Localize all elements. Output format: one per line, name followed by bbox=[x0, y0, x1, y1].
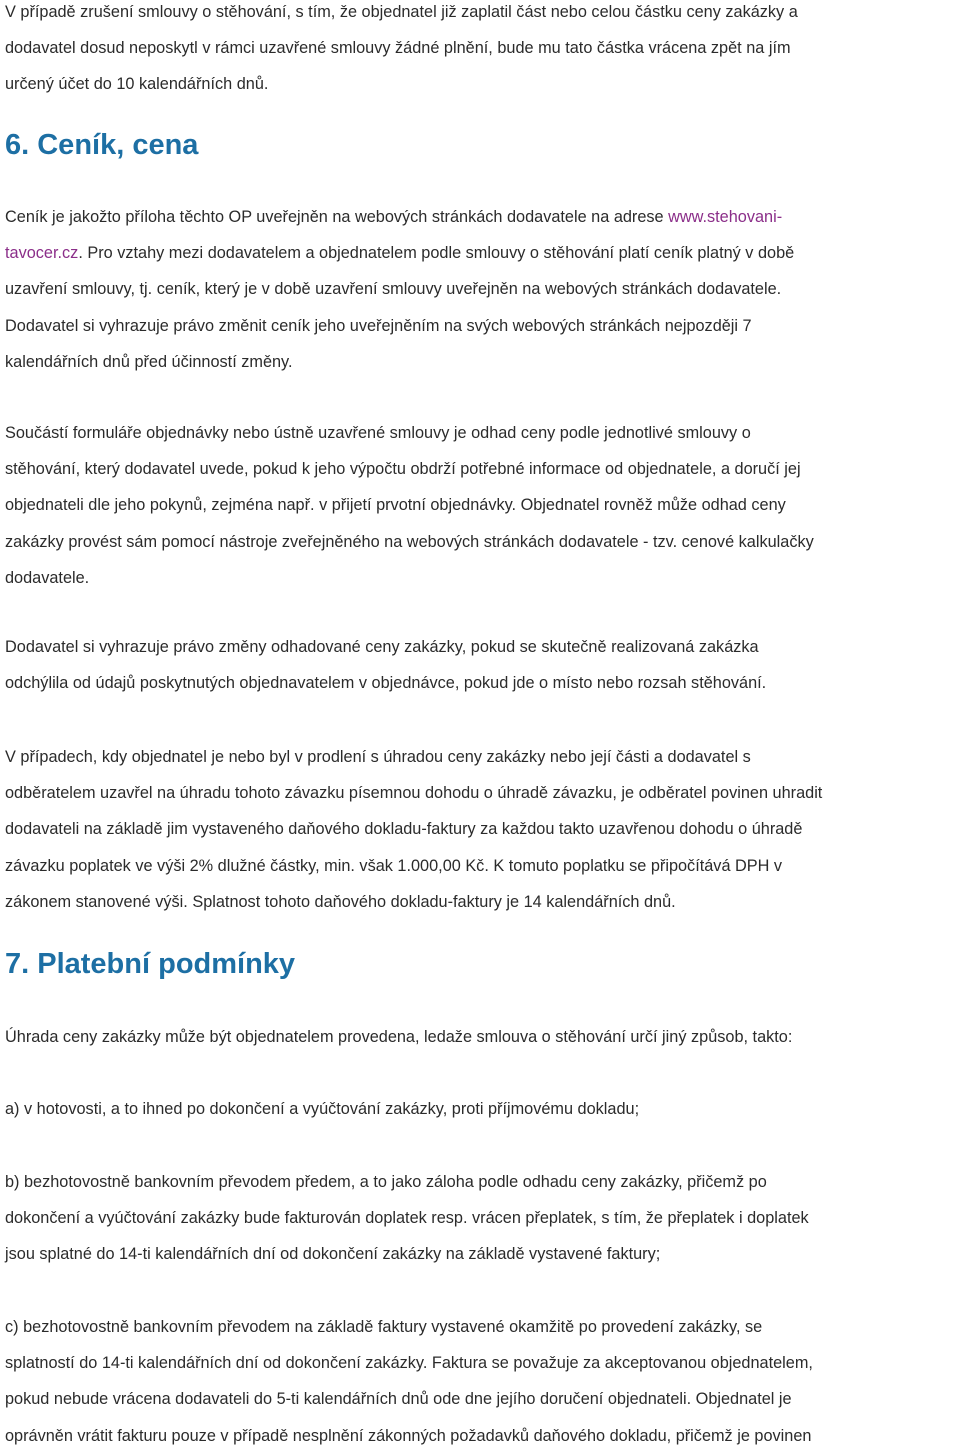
text-line: Dodavatel si vyhrazuje právo změnit ceník jeho uveřejněním na svých webových stránkách nejpozději 7 bbox=[5, 316, 752, 335]
text-line: dodavateli na základě jim vystaveného daňového dokladu-faktury za každou takto uzavřenou dohodu o úhradě bbox=[5, 820, 803, 839]
section-heading-platebni-podminky: 7. Platební podmínky bbox=[5, 948, 296, 980]
cenik-paragraph bbox=[5, 199, 955, 380]
text-line: Úhrada ceny zakázky může být objednatelem provedena, ledaže smlouva o stěhování určí jiný způsob, takto: bbox=[5, 1028, 793, 1046]
text-line: b) bezhotovostně bankovním převodem předem, a to jako záloha podle odhadu ceny zakázky, přičemž po bbox=[5, 1173, 767, 1191]
text-line: splatností do 14-ti kalendářních dní od dokončení zakázky. Faktura se považuje za akceptovanou objednatelem, bbox=[5, 1354, 813, 1373]
text-line: dodavatel dosud neposkytl v rámci uzavřené smlouvy žádné plnění, bude mu tato částka vrácena zpět na jím bbox=[5, 39, 791, 58]
payment-intro-paragraph bbox=[5, 1019, 955, 1055]
payment-option-a bbox=[5, 1091, 955, 1127]
text-line: objednateli dle jeho pokynů, zejména např. v přijetí prvotní objednávky. Objednatel rovněž může odhad ceny bbox=[5, 496, 786, 515]
text-line: odchýlila od údajů poskytnutých objednavatelem v objednávce, pokud jde o místo nebo rozsah stěhování. bbox=[5, 674, 767, 693]
text-line: dokončení a vyúčtování zakázky bude fakturován doplatek resp. vrácen přeplatek, s tím, že přeplatek i doplatek bbox=[5, 1209, 809, 1228]
text-line: oprávněn vrátit fakturu pouze v případě nesplnění zákonných požadavků daňového dokladu, přičemž je povinen bbox=[5, 1426, 812, 1445]
intro-paragraph bbox=[5, 0, 955, 103]
payment-option-c bbox=[5, 1309, 955, 1454]
text-fragment: . Pro vztahy mezi dodavatelem a objednatelem podle smlouvy o stěhování platí ceník platný v době bbox=[78, 244, 795, 263]
text-line: odběratelem uzavřel na úhradu tohoto závazku písemnou dohodu o úhradě závazku, je odběratel povinen uhradit bbox=[5, 784, 823, 803]
text-line: uzavření smlouvy, tj. ceník, který je v době uzavření smlouvy uveřejněn na webových stránkách dodavatele. bbox=[5, 280, 782, 299]
website-link-continued[interactable]: tavocer.cz bbox=[5, 244, 79, 263]
text-line: pokud nebude vrácena dodavateli do 5-ti kalendářních dnů ode dne jejího doručení objednateli. Objednatel je bbox=[5, 1390, 792, 1409]
text-line: dodavatele. bbox=[5, 568, 90, 587]
text-line: Součástí formuláře objednávky nebo ústně uzavřené smlouvy je odhad ceny podle jednotlivé smlouvy o bbox=[5, 424, 751, 442]
text-line: V případech, kdy objednatel je nebo byl v prodlení s úhradou ceny zakázky nebo její části a dodavatel s bbox=[5, 748, 751, 766]
text-line: jsou splatné do 14-ti kalendářních dní od dokončení zakázky na základě vystavené faktury; bbox=[5, 1245, 661, 1264]
text-line: zákonem stanovené výši. Splatnost tohoto daňového dokladu-faktury je 14 kalendářních dnů. bbox=[5, 892, 676, 911]
website-link[interactable]: www.stehovani- bbox=[668, 208, 783, 226]
price-change-paragraph bbox=[5, 629, 955, 701]
text-line: c) bezhotovostně bankovním převodem na základě faktury vystavené okamžitě po provedení zakázky, se bbox=[5, 1318, 763, 1336]
text-line: V případě zrušení smlouvy o stěhování, s tím, že objednatel již zaplatil část nebo celou částku ceny zakázky a bbox=[5, 3, 798, 21]
text-line: zakázky provést sám pomocí nástroje zveřejněného na webových stránkách dodavatele - tzv. cenové kalkulačky bbox=[5, 532, 814, 551]
text-line bbox=[5, 199, 955, 235]
section-heading-cenik: 6. Ceník, cena bbox=[5, 129, 199, 161]
text-line: stěhování, který dodavatel uvede, pokud k jeho výpočtu obdrží potřebné informace od objednatele, a doručí jej bbox=[5, 460, 801, 479]
text-line: závazku poplatek ve výši 2% dlužné částky, min. však 1.000,00 Kč. K tomuto poplatku se připočítává DPH v bbox=[5, 856, 783, 875]
payment-option-b bbox=[5, 1164, 955, 1273]
text-line: a) v hotovosti, a to ihned po dokončení a vyúčtování zakázky, proti příjmovému dokladu; bbox=[5, 1100, 640, 1118]
text-line: kalendářních dnů před účinností změny. bbox=[5, 352, 293, 371]
text-line: Dodavatel si vyhrazuje právo změny odhadované ceny zakázky, pokud se skutečně realizovaná zakázka bbox=[5, 638, 759, 656]
estimate-paragraph bbox=[5, 415, 955, 596]
text-fragment: Ceník je jakožto příloha těchto OP uveřejněn na webových stránkách dodavatele na adrese bbox=[5, 208, 669, 226]
text-line: určený účet do 10 kalendářních dnů. bbox=[5, 75, 269, 94]
late-payment-paragraph bbox=[5, 739, 955, 920]
text-line bbox=[5, 235, 955, 271]
